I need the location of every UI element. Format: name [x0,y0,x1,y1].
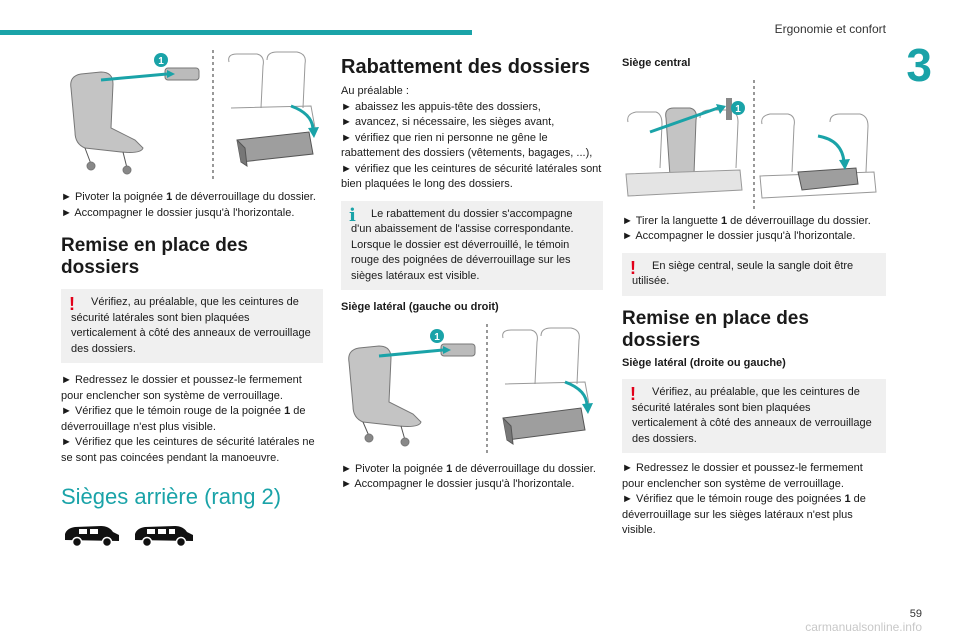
column-2 [341,56,603,493]
chapter-number: 3 [906,39,932,91]
central-step-2: ► Accompagner le dossier jusqu'à l'horizontale. [622,230,856,242]
intro-text: Au préalable : [341,85,409,97]
instruction-4: ► Vérifiez que le témoin rouge de la poignée 1 de déverrouillage n'est plus visible. [61,405,306,433]
heading-remise-2: Remise en place des dossiers [622,307,809,351]
warning-box [61,289,323,363]
warning-box-2 [622,379,886,453]
central-seat-illustration [622,78,886,212]
step-badge-label: 1 [434,331,440,343]
prep-step-1: ► abaissez les appuis-tête des dossiers, [341,100,541,113]
central-warning-text: En siège central, seule la sangle doit être utilisée. [632,259,854,287]
page-number: 59 [909,608,922,620]
prep-step-4: ► vérifiez que les ceintures de sécurité latérales sont bien plaquées le long des dossiers. [341,162,602,190]
seat-fold-illustration [61,48,323,182]
lateral-seat-illustration [341,322,603,456]
info-text-1: Le rabattement du dossier s'accompagne d'un abaissement de l'assise correspondante. [351,207,574,235]
instruction-1: ► Pivoter la poignée 1 de déverrouillage du dossier. [61,191,316,203]
subheading-lateral: Siège latéral (gauche ou droit) [341,301,499,313]
lateral-step-1: ► Pivoter la poignée 1 de déverrouillage du dossier. [341,462,596,475]
warning-icon: ! [630,257,636,278]
step-badge-label: 1 [735,103,741,115]
info-box [341,201,603,291]
prep-step-2: ► avancez, si nécessaire, les sièges avant, [341,116,555,128]
vehicle-icons [61,522,323,548]
subheading-central: Siège central [622,57,691,69]
instruction-3: ► Redressez le dossier et poussez-le fermement pour enclencher son système de verrouillage. [61,374,302,402]
warning-text: Vérifiez, au préalable, que les ceintures de sécurité latérales sont bien plaquées verticalement à côté des anneaux de verrouillage des dossiers. [71,296,311,355]
warning-icon: ! [69,294,75,314]
van-long-icon [133,522,195,548]
info-text-2: Lorsque le dossier est déverrouillé, le témoin rouge des poignées de déverrouillage sur les sièges latéraux est visible. [351,238,571,282]
central-step-1: ► Tirer la languette 1 de déverrouillage du dossier. [622,214,871,227]
column-3 [622,56,886,539]
restore-step-1: ► Redressez le dossier et poussez-le fermement pour enclencher son système de verrouillage. [622,462,863,490]
prep-step-3: ► vérifiez que rien ni personne ne gêne le rabattement des dossiers (vêtements, bagages, ...), [341,131,593,159]
warning-text-2: Vérifiez, au préalable, que les ceintures de sécurité latérales sont bien plaquées verticalement à côté des anneaux de verrouillage des dossiers. [632,386,872,445]
warning-icon: ! [630,384,636,404]
heading-rabattement: Rabattement des dossiers [341,56,590,78]
section-title-rear-seats: Sièges arrière (rang 2) [61,484,282,509]
central-warning-box [622,253,886,296]
subheading-lateral-2: Siège latéral (droite ou gauche) [622,356,786,369]
heading-remise: Remise en place des dossiers [61,235,248,278]
step-badge-label: 1 [158,56,164,67]
section-title: Ergonomie et confort [774,22,886,36]
header-accent-bar [0,30,472,35]
column-1 [61,48,323,548]
lateral-step-2: ► Accompagner le dossier jusqu'à l'horizontale. [341,478,575,490]
restore-step-2: ► Vérifiez que le témoin rouge des poignées 1 de déverrouillage sur les sièges latéraux n'est plus visible. [622,493,866,536]
van-short-icon [61,522,123,548]
instruction-5: ► Vérifiez que les ceintures de sécurité latérales ne se sont pas coincées pendant la manoeuvre. [61,436,315,464]
watermark: carmanualsonline.info [805,620,922,634]
instruction-2: ► Accompagner le dossier jusqu'à l'horizontale. [61,206,295,219]
info-icon: i [349,204,356,226]
